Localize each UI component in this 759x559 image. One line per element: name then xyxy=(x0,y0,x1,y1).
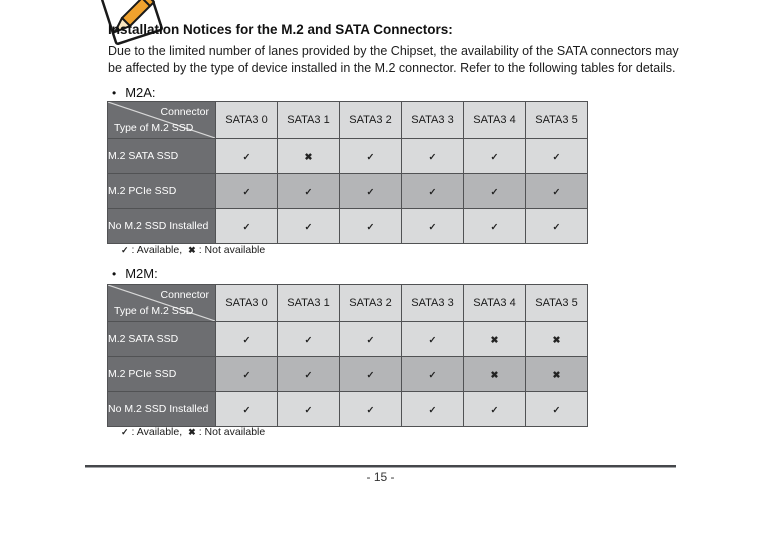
availability-cell xyxy=(278,392,340,427)
availability-cell xyxy=(340,139,402,174)
availability-mark: ✓ xyxy=(304,222,313,233)
availability-mark: ✓ xyxy=(552,222,561,233)
availability-mark: ✓ xyxy=(490,405,499,416)
table-row xyxy=(108,139,588,174)
availability-mark: ✓ xyxy=(490,222,499,233)
availability-cell xyxy=(340,322,402,357)
m2a-availability-table xyxy=(107,101,588,244)
table-row xyxy=(108,209,588,244)
table-header-row xyxy=(108,102,588,139)
availability-cell xyxy=(402,174,464,209)
bullet-label-m2a: M2A: xyxy=(125,85,156,100)
availability-cell xyxy=(278,174,340,209)
availability-cell xyxy=(526,392,588,427)
cross-icon: ✖ xyxy=(188,427,196,437)
availability-mark: ✓ xyxy=(242,222,251,233)
availability-mark: ✖ xyxy=(490,335,499,346)
availability-cell xyxy=(340,357,402,392)
row-header: M.2 SATA SSD xyxy=(108,322,216,357)
column-header: SATA3 3 xyxy=(402,102,464,139)
availability-cell xyxy=(216,209,278,244)
column-header: SATA3 1 xyxy=(278,102,340,139)
column-header: SATA3 0 xyxy=(216,102,278,139)
availability-cell xyxy=(216,174,278,209)
availability-mark: ✓ xyxy=(428,405,437,416)
availability-mark: ✓ xyxy=(242,335,251,346)
availability-cell xyxy=(340,209,402,244)
cross-icon: ✖ xyxy=(188,245,196,255)
table-row xyxy=(108,357,588,392)
m2m-availability-table xyxy=(107,284,588,427)
bullet-glyph: • xyxy=(112,267,117,281)
availability-mark: ✓ xyxy=(304,335,313,346)
availability-cell xyxy=(402,392,464,427)
column-header: SATA3 5 xyxy=(526,285,588,322)
row-header: M.2 SATA SSD xyxy=(108,139,216,174)
availability-mark: ✓ xyxy=(552,152,561,163)
legend xyxy=(121,244,265,256)
bullet-glyph: • xyxy=(112,86,117,100)
bullet-item-m2m xyxy=(112,266,158,281)
availability-cell xyxy=(340,174,402,209)
availability-cell xyxy=(402,209,464,244)
column-header: SATA3 0 xyxy=(216,285,278,322)
column-header: SATA3 5 xyxy=(526,102,588,139)
availability-mark: ✓ xyxy=(304,405,313,416)
availability-cell xyxy=(526,357,588,392)
corner-header-cell xyxy=(108,285,216,322)
table-row xyxy=(108,392,588,427)
intro-paragraph xyxy=(108,43,679,77)
check-icon: ✓ xyxy=(121,245,129,255)
availability-mark: ✓ xyxy=(490,187,499,198)
bullet-item-m2a xyxy=(112,85,156,100)
intro-line-2: be affected by the type of device installed in the M.2 connector. Refer to the following tables for details. xyxy=(108,61,676,75)
row-header: M.2 PCIe SSD xyxy=(108,174,216,209)
row-header: No M.2 SSD Installed xyxy=(108,392,216,427)
availability-cell xyxy=(464,392,526,427)
availability-mark: ✓ xyxy=(552,405,561,416)
availability-cell xyxy=(402,322,464,357)
table-header-row xyxy=(108,285,588,322)
availability-cell xyxy=(526,139,588,174)
availability-mark: ✓ xyxy=(552,187,561,198)
availability-mark: ✓ xyxy=(428,335,437,346)
legend xyxy=(121,426,265,438)
availability-cell xyxy=(216,139,278,174)
section-title: Installation Notices for the M.2 and SATA Connectors: xyxy=(108,22,453,37)
bullet-label-m2m: M2M: xyxy=(125,266,158,281)
availability-cell xyxy=(216,357,278,392)
availability-mark: ✓ xyxy=(366,405,375,416)
availability-mark: ✖ xyxy=(552,370,561,381)
column-header: SATA3 2 xyxy=(340,102,402,139)
row-header: M.2 PCIe SSD xyxy=(108,357,216,392)
availability-mark: ✓ xyxy=(490,152,499,163)
availability-mark: ✓ xyxy=(304,370,313,381)
availability-cell xyxy=(464,139,526,174)
availability-mark: ✓ xyxy=(366,152,375,163)
availability-cell xyxy=(526,209,588,244)
legend-not-available-text: : Not available xyxy=(198,426,266,438)
table-row xyxy=(108,322,588,357)
availability-cell xyxy=(278,139,340,174)
column-header: SATA3 4 xyxy=(464,285,526,322)
availability-mark: ✓ xyxy=(366,335,375,346)
availability-cell xyxy=(216,392,278,427)
availability-mark: ✓ xyxy=(304,187,313,198)
table-row xyxy=(108,174,588,209)
availability-mark: ✖ xyxy=(490,370,499,381)
availability-cell xyxy=(402,357,464,392)
availability-cell xyxy=(278,322,340,357)
intro-line-1: Due to the limited number of lanes provided by the Chipset, the availability of the SATA connectors may xyxy=(108,44,679,58)
availability-cell xyxy=(526,322,588,357)
page-number: - 15 - xyxy=(366,470,395,484)
corner-label-ssd-type: Type of M.2 SSD xyxy=(114,122,194,134)
check-icon: ✓ xyxy=(121,427,129,437)
availability-cell xyxy=(464,357,526,392)
availability-cell xyxy=(464,174,526,209)
corner-label-connector: Connector xyxy=(160,106,209,118)
availability-mark: ✓ xyxy=(428,152,437,163)
availability-mark: ✓ xyxy=(242,187,251,198)
corner-label-ssd-type: Type of M.2 SSD xyxy=(114,305,194,317)
availability-mark: ✖ xyxy=(552,335,561,346)
legend-not-available-text: : Not available xyxy=(198,244,266,256)
availability-mark: ✓ xyxy=(366,222,375,233)
availability-mark: ✓ xyxy=(366,370,375,381)
availability-mark: ✓ xyxy=(428,370,437,381)
corner-header-cell xyxy=(108,102,216,139)
legend-available-text: : Available, xyxy=(131,244,183,256)
corner-label-connector: Connector xyxy=(160,289,209,301)
availability-cell xyxy=(216,322,278,357)
column-header: SATA3 1 xyxy=(278,285,340,322)
availability-mark: ✖ xyxy=(304,152,313,163)
availability-mark: ✓ xyxy=(428,187,437,198)
availability-mark: ✓ xyxy=(428,222,437,233)
availability-cell xyxy=(278,357,340,392)
availability-cell xyxy=(464,209,526,244)
row-header: No M.2 SSD Installed xyxy=(108,209,216,244)
footer-divider xyxy=(85,465,676,467)
column-header: SATA3 4 xyxy=(464,102,526,139)
legend-available-text: : Available, xyxy=(131,426,183,438)
column-header: SATA3 2 xyxy=(340,285,402,322)
availability-mark: ✓ xyxy=(242,152,251,163)
availability-cell xyxy=(340,392,402,427)
availability-mark: ✓ xyxy=(242,405,251,416)
availability-cell xyxy=(526,174,588,209)
availability-mark: ✓ xyxy=(366,187,375,198)
column-header: SATA3 3 xyxy=(402,285,464,322)
availability-cell xyxy=(464,322,526,357)
availability-cell xyxy=(402,139,464,174)
availability-mark: ✓ xyxy=(242,370,251,381)
availability-cell xyxy=(278,209,340,244)
